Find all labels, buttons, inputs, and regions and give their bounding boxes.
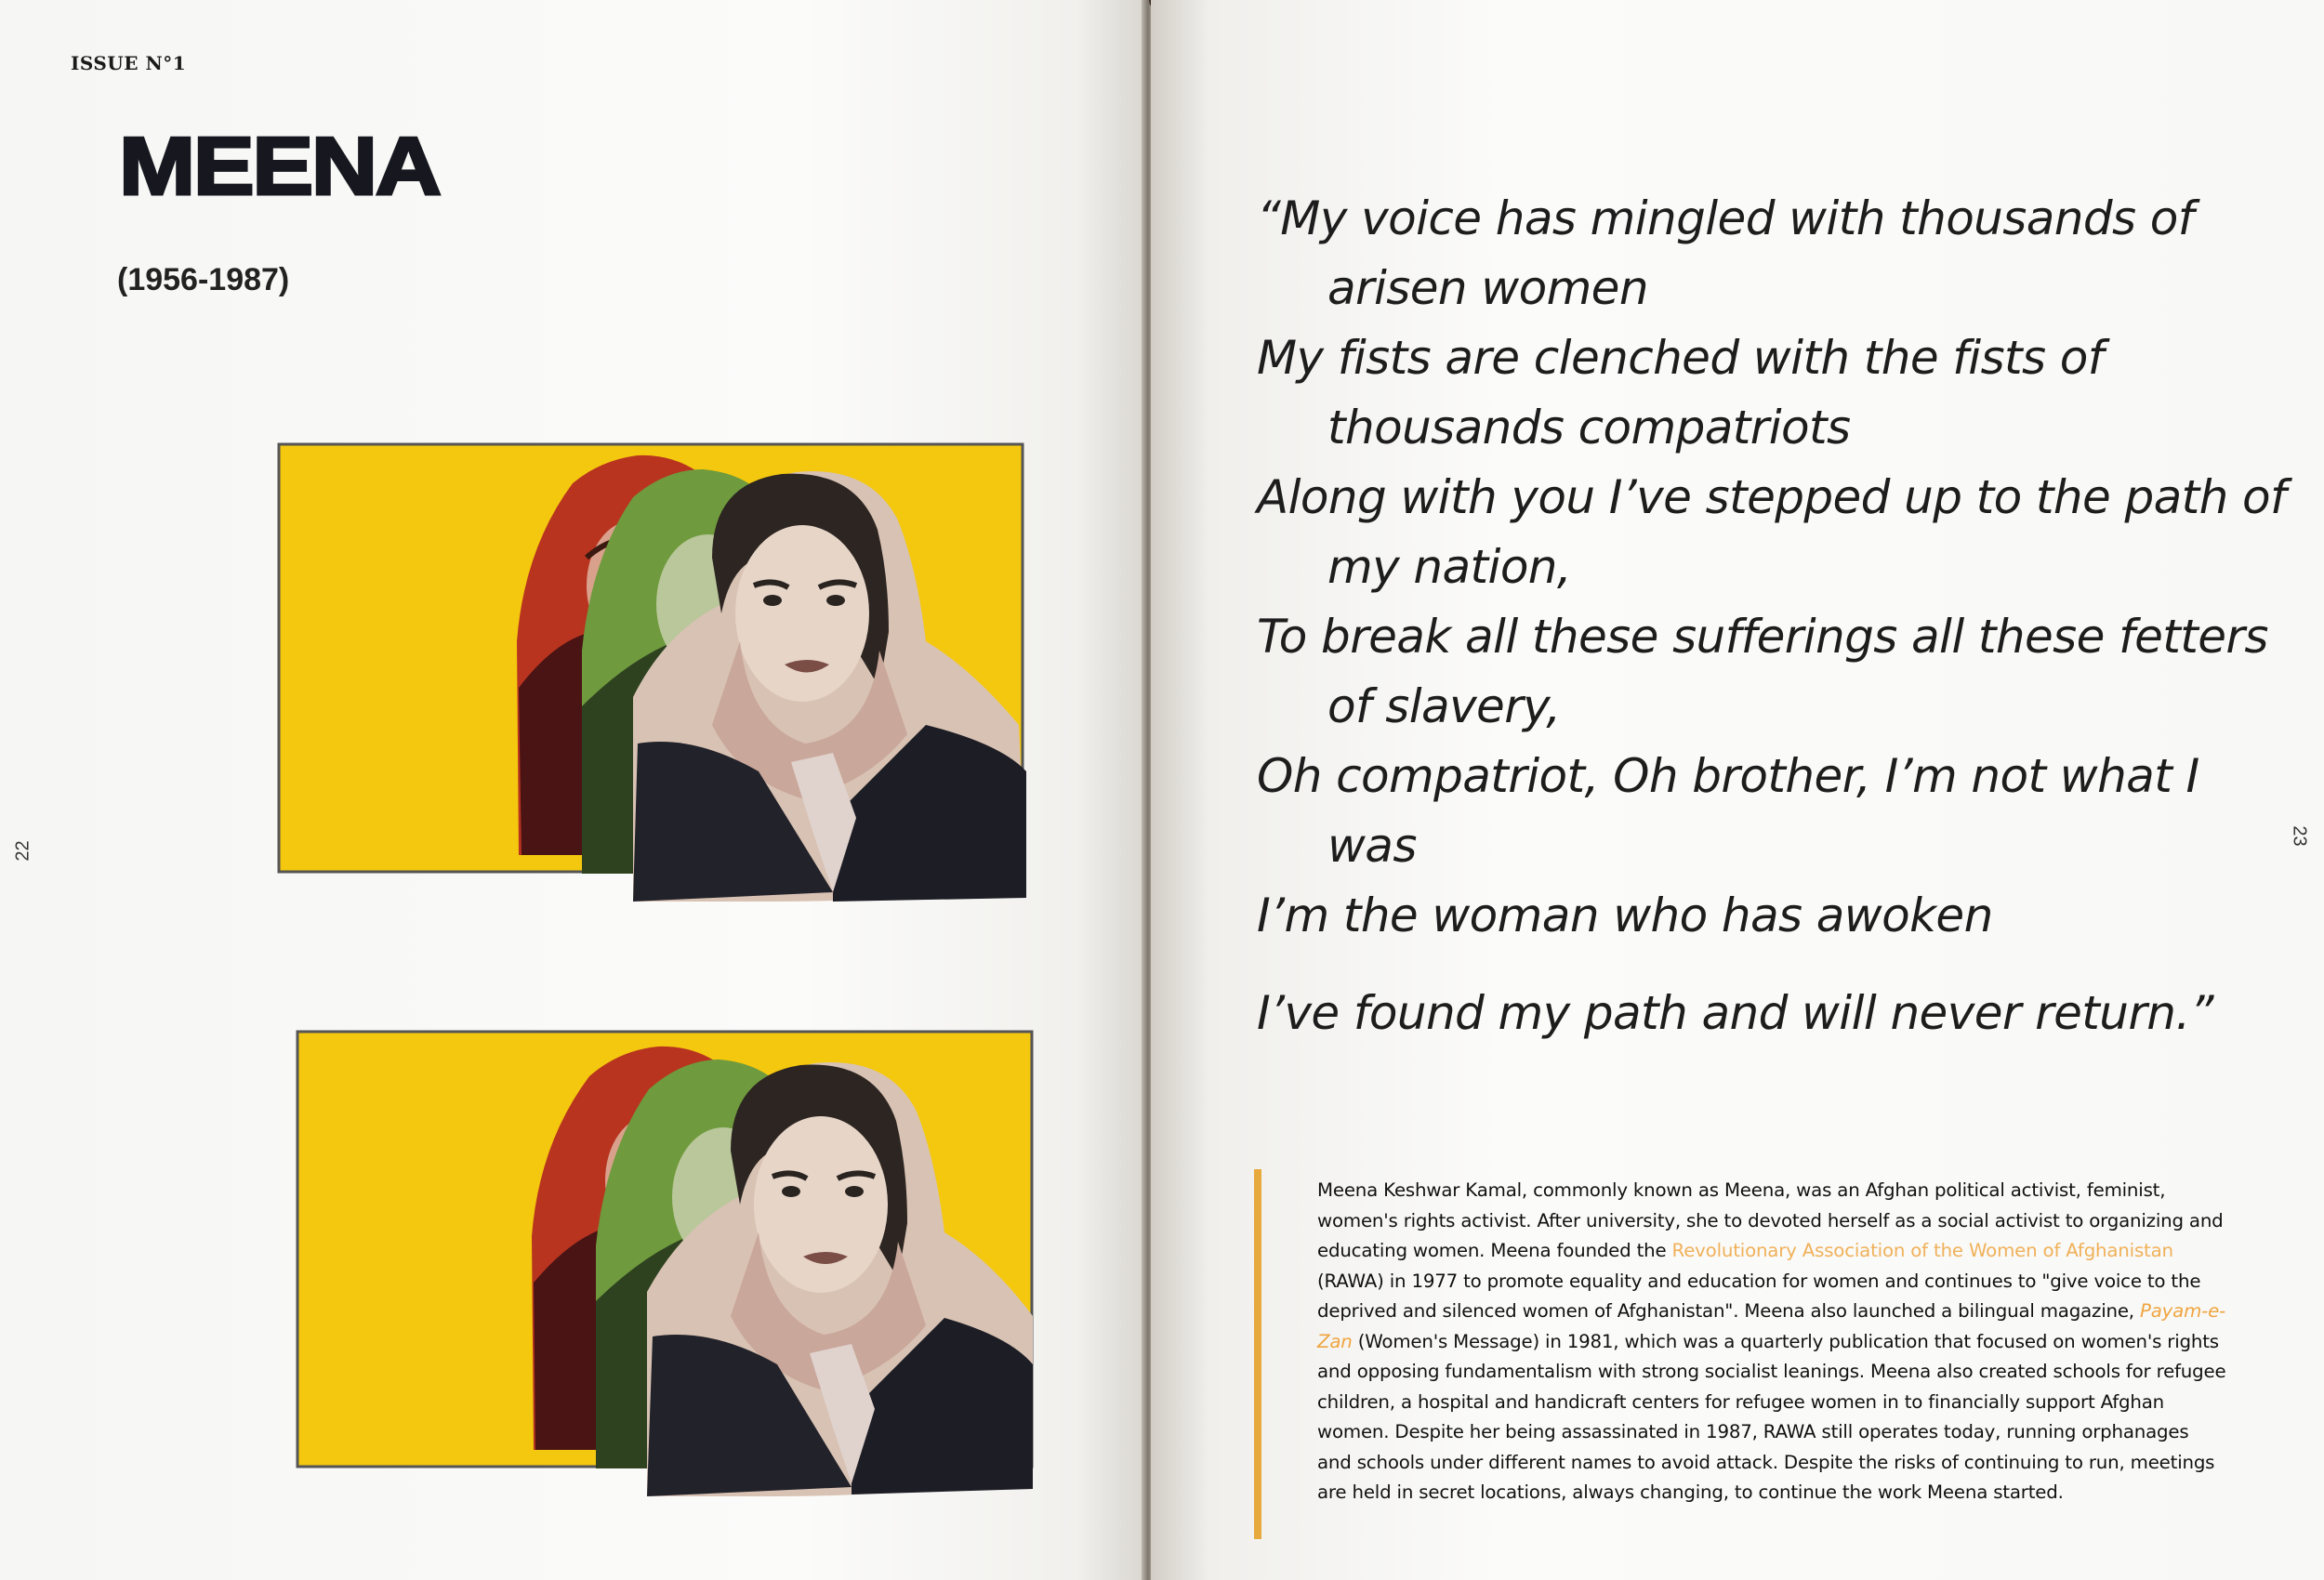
quote-line: Along with you I’ve stepped up to the path of (1257, 470, 2287, 524)
page-title: MEENA (119, 120, 440, 212)
quote-line: I’m the woman who has awoken (1257, 889, 1993, 942)
quote-line: arisen women (1327, 261, 1648, 315)
quote-line: To break all these sufferings all these fetters (1257, 610, 2268, 664)
bio-text: (RAWA) in 1977 to promote equality and education for women and continues to "give voice to the deprived and silenced women of Afghanistan". Meena also launched a bilingual magazine, (1317, 1270, 2201, 1322)
poem-quote (1257, 184, 2287, 1048)
payam-e-zan-link[interactable]: Payam-e-Zan (1317, 1300, 2225, 1352)
bio-text: Meena Keshwar Kamal, commonly known as Meena, was an Afghan political activist, feminist, women's rights activist. After university, she to devoted herself as a social activist to organizing and educating women. Meena founded the (1317, 1179, 2224, 1261)
pop-art-portrait-1 (275, 335, 1030, 902)
bio-accent-bar (1254, 1169, 1261, 1539)
quote-line: was (1327, 819, 1417, 873)
quote-line: Oh compatriot, Oh brother, I’m not what I (1257, 749, 2199, 803)
quote-line: I’ve found my path and will never return.” (1257, 986, 2213, 1040)
quote-line: my nation, (1327, 540, 1572, 594)
life-dates: (1956-1987) (117, 262, 290, 297)
quote-line: of slavery, (1327, 679, 1561, 733)
quote-line: thousands compatriots (1327, 401, 1851, 454)
bio-text: (Women's Message) in 1981, which was a quarterly publication that focused on women's rights and opposing fundamentalism with strong socialist leanings. Meena also created schools for refugee children, a hospital and handicraft centers for refugee women in to financially support Afghan women. Despite her being assassinated in 1987, RAWA still operates today, running orphanages and schools under different names to avoid attack. Despite the risks of continuing to run, meetings are held in secret locations, always changing, to continue the work Meena started. (1317, 1330, 2226, 1503)
rawa-link[interactable]: Revolutionary Association of the Women of Afghanistan (1671, 1240, 2173, 1261)
quote-line: My fists are clenched with the fists of (1257, 331, 2104, 385)
page-number-right: 23 (2289, 825, 2310, 847)
biography-paragraph (1317, 1176, 2228, 1508)
issue-label: ISSUE N°1 (71, 52, 187, 74)
pop-art-portrait-2 (294, 920, 1037, 1496)
page-number-left: 22 (12, 840, 33, 862)
quote-line: “My voice has mingled with thousands of (1257, 191, 2194, 245)
